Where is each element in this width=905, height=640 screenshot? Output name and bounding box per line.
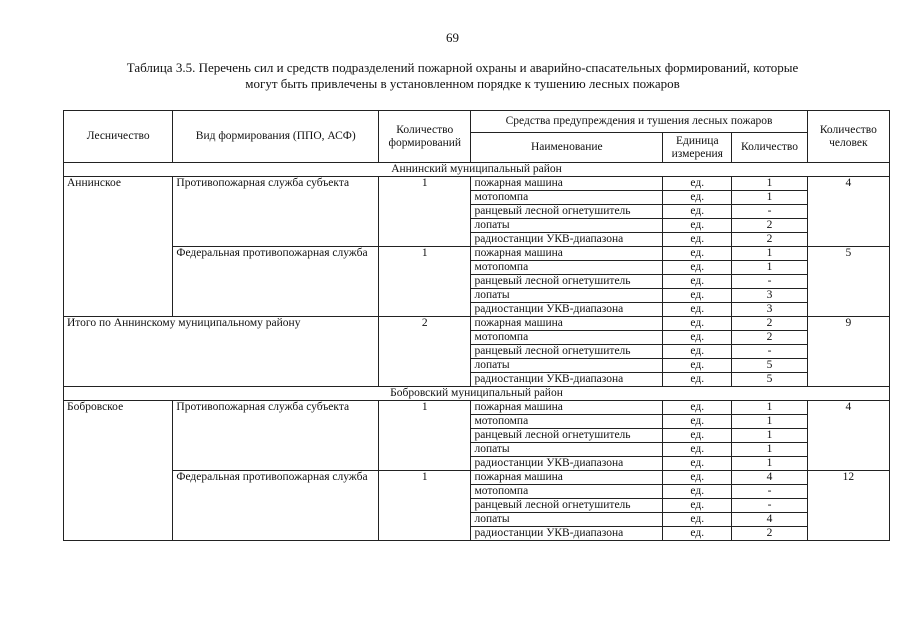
- item-unit: ед.: [663, 191, 732, 205]
- item-unit: ед.: [663, 527, 732, 541]
- item-name: лопаты: [471, 513, 663, 527]
- formation-count: 1: [379, 177, 471, 247]
- item-unit: ед.: [663, 247, 732, 261]
- item-quantity: 5: [732, 373, 807, 387]
- item-name: радиостанции УКВ-диапазона: [471, 527, 663, 541]
- item-unit: ед.: [663, 443, 732, 457]
- item-unit: ед.: [663, 513, 732, 527]
- formation-count: 1: [379, 401, 471, 471]
- item-unit: ед.: [663, 373, 732, 387]
- item-quantity: -: [732, 205, 807, 219]
- item-name: лопаты: [471, 359, 663, 373]
- item-name: пожарная машина: [471, 471, 663, 485]
- header-forestry: Лесничество: [64, 111, 173, 163]
- item-unit: ед.: [663, 331, 732, 345]
- total-label: Итого по Аннинскому муниципальному району: [64, 317, 379, 387]
- people-count: 5: [807, 247, 889, 317]
- item-name: лопаты: [471, 289, 663, 303]
- item-name: ранцевый лесной огнетушитель: [471, 345, 663, 359]
- item-name: лопаты: [471, 219, 663, 233]
- formation-count: 1: [379, 247, 471, 317]
- total-row: [64, 317, 890, 331]
- item-name: мотопомпа: [471, 485, 663, 499]
- item-unit: ед.: [663, 275, 732, 289]
- item-unit: ед.: [663, 359, 732, 373]
- header-unit: Единица измерения: [663, 133, 732, 163]
- item-quantity: -: [732, 345, 807, 359]
- item-unit: ед.: [663, 499, 732, 513]
- item-unit: ед.: [663, 289, 732, 303]
- item-name: пожарная машина: [471, 401, 663, 415]
- item-unit: ед.: [663, 401, 732, 415]
- district-name: Бобровский муниципальный район: [64, 387, 890, 401]
- item-unit: ед.: [663, 233, 732, 247]
- header-name: Наименование: [471, 133, 663, 163]
- item-name: мотопомпа: [471, 261, 663, 275]
- item-quantity: 2: [732, 331, 807, 345]
- district-row: [64, 387, 890, 401]
- item-name: пожарная машина: [471, 177, 663, 191]
- item-quantity: 3: [732, 289, 807, 303]
- item-quantity: 1: [732, 177, 807, 191]
- item-unit: ед.: [663, 457, 732, 471]
- formation-count: 1: [379, 471, 471, 541]
- item-quantity: 2: [732, 219, 807, 233]
- district-row: [64, 163, 890, 177]
- item-unit: ед.: [663, 429, 732, 443]
- item-quantity: 1: [732, 401, 807, 415]
- item-quantity: 1: [732, 429, 807, 443]
- item-unit: ед.: [663, 345, 732, 359]
- item-unit: ед.: [663, 471, 732, 485]
- item-name: лопаты: [471, 443, 663, 457]
- header-quantity: Количество: [732, 133, 807, 163]
- forestry-name: Бобровское: [64, 401, 173, 541]
- item-unit: ед.: [663, 261, 732, 275]
- forestry-name: Аннинское: [64, 177, 173, 317]
- item-unit: ед.: [663, 177, 732, 191]
- item-quantity: 2: [732, 233, 807, 247]
- item-unit: ед.: [663, 485, 732, 499]
- header-people: Количество человек: [807, 111, 889, 163]
- item-quantity: 1: [732, 457, 807, 471]
- item-name: пожарная машина: [471, 247, 663, 261]
- title-line-1: Таблица 3.5. Перечень сил и средств подразделений пожарной охраны и аварийно-спасательных формирований, которые: [126, 60, 799, 75]
- total-people-count: 9: [807, 317, 889, 387]
- table-row: [64, 247, 890, 261]
- item-name: радиостанции УКВ-диапазона: [471, 233, 663, 247]
- people-count: 4: [807, 177, 889, 247]
- people-count: 4: [807, 401, 889, 471]
- item-quantity: 1: [732, 443, 807, 457]
- item-unit: ед.: [663, 317, 732, 331]
- item-quantity: 2: [732, 317, 807, 331]
- total-formation-count: 2: [379, 317, 471, 387]
- item-name: ранцевый лесной огнетушитель: [471, 499, 663, 513]
- formation-type: Федеральная противопожарная служба: [173, 471, 379, 541]
- item-name: мотопомпа: [471, 191, 663, 205]
- header-formation-type: Вид формирования (ППО, АСФ): [173, 111, 379, 163]
- item-name: радиостанции УКВ-диапазона: [471, 303, 663, 317]
- item-name: мотопомпа: [471, 415, 663, 429]
- item-quantity: 3: [732, 303, 807, 317]
- forces-table: [63, 110, 890, 541]
- item-unit: ед.: [663, 205, 732, 219]
- item-name: радиостанции УКВ-диапазона: [471, 373, 663, 387]
- item-quantity: -: [732, 275, 807, 289]
- table-row: [64, 177, 890, 191]
- item-quantity: 4: [732, 471, 807, 485]
- table-row: [64, 401, 890, 415]
- item-quantity: 1: [732, 247, 807, 261]
- item-unit: ед.: [663, 219, 732, 233]
- item-name: пожарная машина: [471, 317, 663, 331]
- item-unit: ед.: [663, 303, 732, 317]
- district-name: Аннинский муниципальный район: [64, 163, 890, 177]
- item-quantity: 2: [732, 527, 807, 541]
- formation-type: Противопожарная служба субъекта: [173, 401, 379, 471]
- title-line-2: могут быть привлечены в установленном порядке к тушению лесных пожаров: [245, 76, 680, 91]
- header-means: Средства предупреждения и тушения лесных пожаров: [471, 111, 807, 133]
- item-quantity: -: [732, 485, 807, 499]
- item-unit: ед.: [663, 415, 732, 429]
- item-quantity: 5: [732, 359, 807, 373]
- item-quantity: 1: [732, 261, 807, 275]
- table-title: [40, 60, 885, 92]
- page-number: 69: [446, 30, 459, 45]
- item-quantity: 4: [732, 513, 807, 527]
- item-name: радиостанции УКВ-диапазона: [471, 457, 663, 471]
- item-quantity: 1: [732, 191, 807, 205]
- item-name: ранцевый лесной огнетушитель: [471, 429, 663, 443]
- formation-type: Противопожарная служба субъекта: [173, 177, 379, 247]
- people-count: 12: [807, 471, 889, 541]
- formation-type: Федеральная противопожарная служба: [173, 247, 379, 317]
- item-name: мотопомпа: [471, 331, 663, 345]
- item-name: ранцевый лесной огнетушитель: [471, 205, 663, 219]
- item-name: ранцевый лесной огнетушитель: [471, 275, 663, 289]
- item-quantity: -: [732, 499, 807, 513]
- item-quantity: 1: [732, 415, 807, 429]
- header-formation-count: Количество формирований: [379, 111, 471, 163]
- table-row: [64, 471, 890, 485]
